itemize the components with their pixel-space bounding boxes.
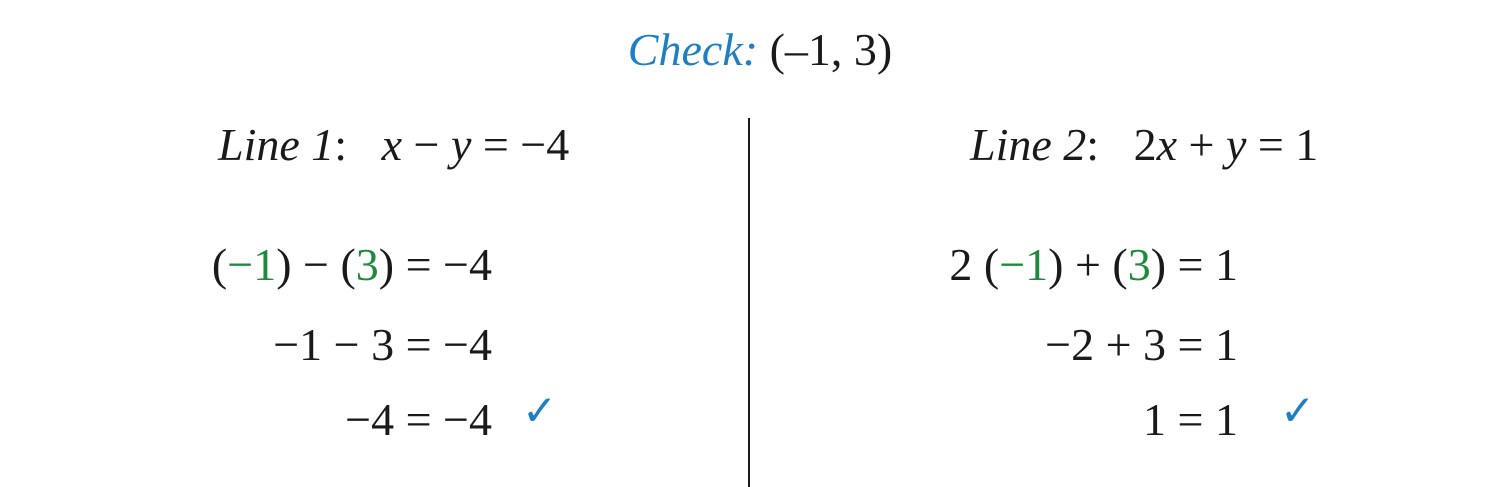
line2-name: Line 2 (970, 119, 1087, 170)
line2-step-2: −2 + 3 = 1 (1045, 319, 1238, 370)
line1-op: − (413, 119, 440, 170)
check-heading (0, 24, 1500, 75)
line1-var-x: x (381, 119, 402, 170)
line2-step-3: 1 = 1 (1143, 394, 1238, 445)
paren: ( (211, 239, 228, 290)
line2-check-icon: ✓ (1280, 386, 1316, 435)
substituted-x: −1 (999, 239, 1049, 290)
line1-colon: : (334, 119, 348, 170)
line1-step-1 (211, 239, 492, 290)
column-divider (748, 118, 750, 487)
line2-coef: 2 (1133, 119, 1157, 170)
substituted-y: 3 (355, 239, 379, 290)
line2-op: + (1188, 119, 1215, 170)
substituted-x: −1 (227, 239, 277, 290)
check-label: Check: (627, 24, 759, 75)
result: ) = 1 (1150, 239, 1238, 290)
result: ) = −4 (378, 239, 492, 290)
line1-var-y: y (450, 119, 472, 170)
operator: ) − ( (276, 239, 356, 290)
substituted-y: 3 (1127, 239, 1151, 290)
line2-colon: : (1086, 119, 1100, 170)
line1-step-2: −1 − 3 = −4 (273, 319, 492, 370)
line2-equation (970, 119, 1319, 170)
line1-check-icon: ✓ (522, 386, 558, 435)
line1-rhs: = −4 (482, 119, 570, 170)
line1-step-3: −4 = −4 (345, 394, 492, 445)
line2-rhs: = 1 (1257, 119, 1319, 170)
coefficient: 2 ( (949, 239, 1000, 290)
line1-equation (218, 119, 570, 170)
line1-name: Line 1 (218, 119, 335, 170)
line2-var-y: y (1225, 119, 1247, 170)
operator: ) + ( (1048, 239, 1128, 290)
line2-step-1 (949, 239, 1238, 290)
check-point: (–1, 3) (769, 24, 893, 75)
line2-var-x: x (1156, 119, 1177, 170)
